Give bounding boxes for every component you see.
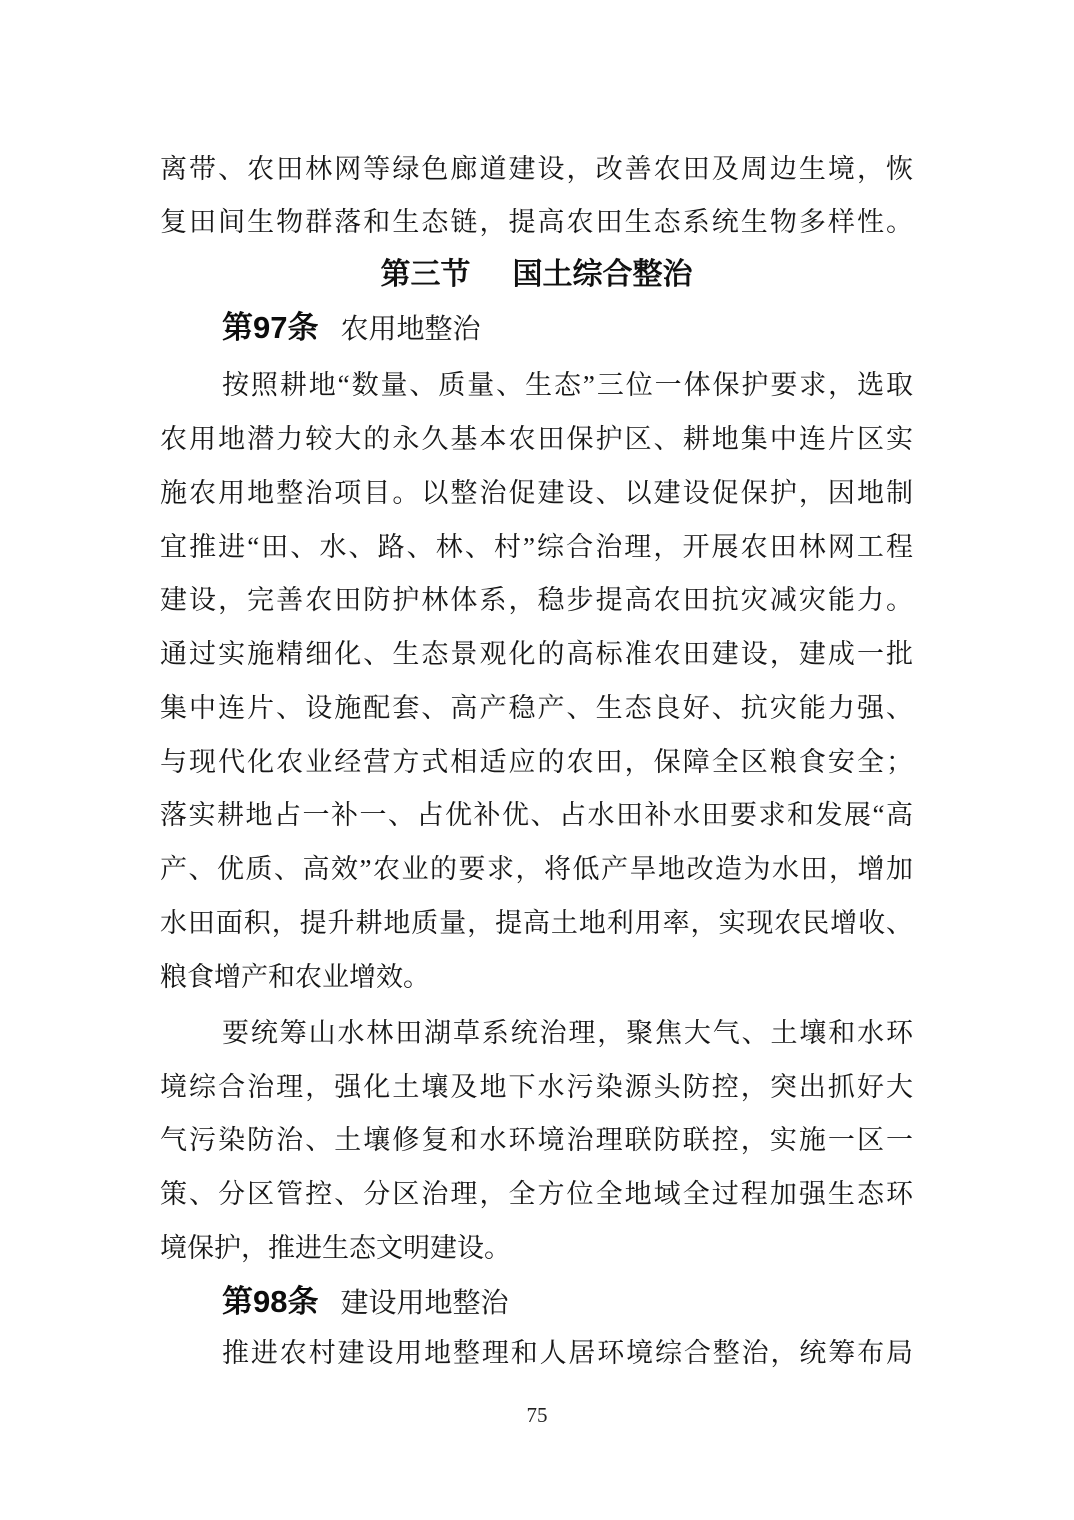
article-97-heading — [160, 301, 913, 355]
body-line: 落实耕地占一补一、占优补优、占水田补水田要求和发展“高 — [160, 800, 913, 830]
body-line: 产、优质、高效”农业的要求，将低产旱地改造为水田，增加 — [160, 854, 913, 884]
body-line: 集中连片、设施配套、高产稳产、生态良好、抗灾能力强、 — [160, 693, 913, 723]
section-label: 第三节 — [380, 258, 471, 291]
body-line: 要统筹山水林田湖草系统治理，聚焦大气、土壤和水环 — [222, 1018, 913, 1048]
body-line: 粮食增产和农业增效。 — [160, 962, 430, 992]
body-line: 推进农村建设用地整理和人居环境综合整治，统筹布局 — [222, 1338, 913, 1368]
body-line: 气污染防治、土壤修复和水环境治理联防联控，实施一区一 — [160, 1125, 913, 1155]
article-98-title: 建设用地整治 — [340, 1288, 509, 1319]
body-line: 施农用地整治项目。以整治促建设、以建设促保护，因地制 — [160, 478, 913, 508]
body-line: 复田间生物群落和生态链，提高农田生态系统生物多样性。 — [160, 207, 913, 237]
section-heading — [160, 248, 913, 302]
body-line: 按照耕地“数量、质量、生态”三位一体保护要求，选取 — [222, 370, 913, 400]
body-line: 策、分区管控、分区治理，全方位全地域全过程加强生态环 — [160, 1179, 913, 1209]
body-line: 通过实施精细化、生态景观化的高标准农田建设，建成一批 — [160, 639, 913, 669]
body-line: 与现代化农业经营方式相适应的农田，保障全区粮食安全； — [160, 747, 913, 777]
article-97-number: 第97条 — [222, 310, 319, 345]
text-block — [160, 0, 913, 1520]
body-line: 农用地潜力较大的永久基本农田保护区、耕地集中连片区实 — [160, 424, 913, 454]
body-line: 境保护，推进生态文明建设。 — [160, 1233, 511, 1263]
body-line: 建设，完善农田防护林体系，稳步提高农田抗灾减灾能力。 — [160, 585, 913, 615]
article-98-number: 第98条 — [222, 1284, 319, 1319]
page-number: 75 — [526, 1403, 548, 1427]
body-line: 离带、农田林网等绿色廊道建设，改善农田及周边生境，恢 — [160, 154, 913, 184]
body-line: 宜推进“田、水、路、林、村”综合治理，开展农田林网工程 — [160, 532, 913, 562]
section-title: 国土综合整治 — [512, 258, 693, 291]
article-97-title: 农用地整治 — [340, 314, 481, 345]
body-line: 水田面积，提升耕地质量，提高土地利用率，实现农民增收、 — [160, 908, 913, 938]
body-line: 境综合治理，强化土壤及地下水污染源头防控，突出抓好大 — [160, 1072, 913, 1102]
article-98-heading — [160, 1275, 913, 1329]
